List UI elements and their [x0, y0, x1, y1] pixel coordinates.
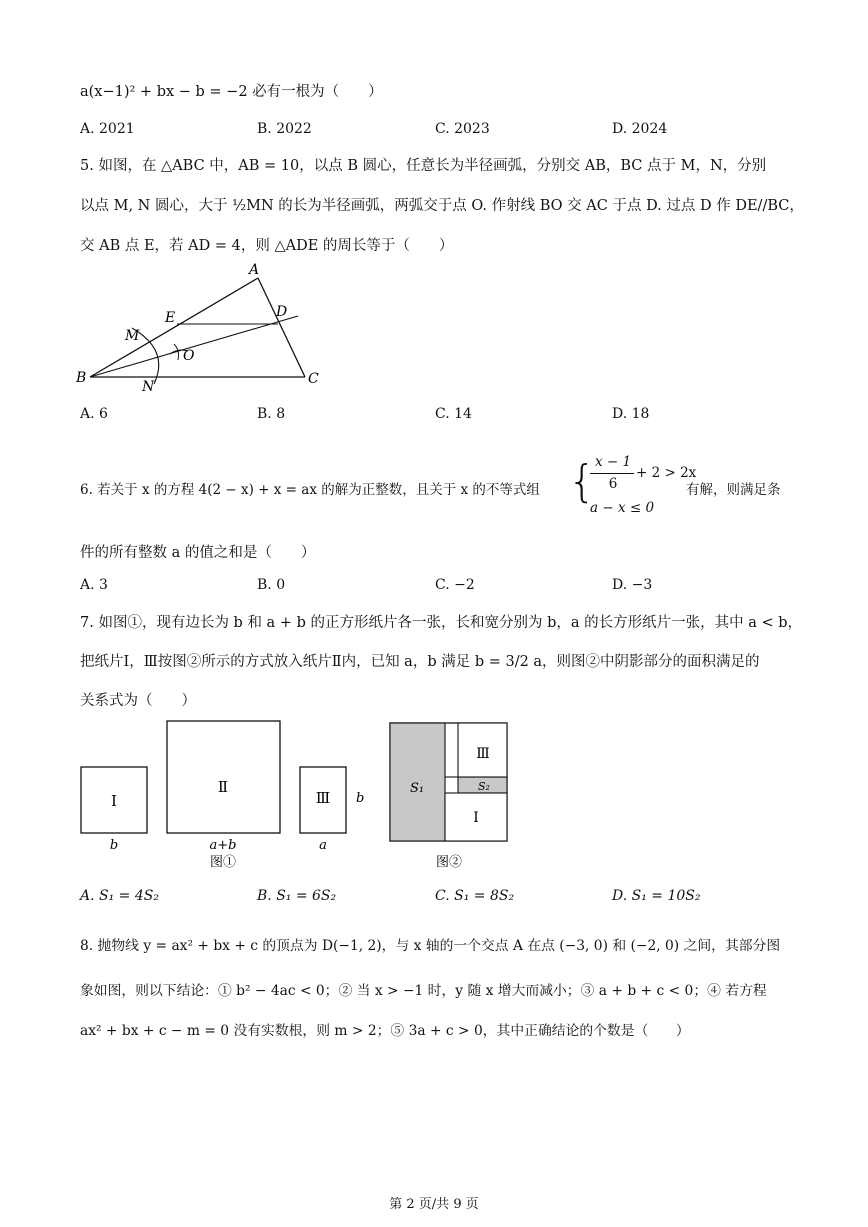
- figure-2-caption: 图②: [435, 855, 463, 870]
- q5-line-3: 交 AB 点 E，若 AD = 4，则 △ADE 的周长等于（ ）: [80, 238, 454, 254]
- q6-line-2: 件的所有整数 a 的值之和是（ ）: [80, 545, 316, 561]
- q6-line-1-post: 有解，则满足条: [686, 482, 781, 498]
- square-piece-2-label: Ⅱ: [217, 778, 229, 796]
- q7-option-c: C. S₁ = 8S₂: [435, 888, 515, 904]
- q7-option-d: D. S₁ = 10S₂: [612, 888, 701, 904]
- q6-ineq1-den: 6: [608, 476, 618, 492]
- q7-option-a: A. S₁ = 4S₂: [80, 888, 159, 904]
- label-o: O: [183, 348, 195, 364]
- q5-line-1: 5. 如图，在 △ABC 中，AB = 10，以点 B 圆心，任意长为半径画弧，分别交 AB，BC 点于 M，N，分别: [80, 158, 767, 174]
- square-piece-2: [167, 721, 280, 833]
- label-c: C: [308, 371, 319, 387]
- label-a: A: [249, 262, 260, 278]
- piece-1-label: Ⅰ: [473, 810, 479, 826]
- q6-option-b: B. 0: [257, 577, 286, 593]
- square-piece-1-side: b: [109, 838, 119, 853]
- q7-option-b: B. S₁ = 6S₂: [257, 888, 337, 904]
- q8-line-3: ax² + bx + c − m = 0 没有实数根，则 m > 2；⑤ 3a + c > 0，其中正确结论的个数是（ ）: [80, 1023, 690, 1039]
- rect-piece-3-label: Ⅲ: [315, 789, 331, 807]
- q8-line-2: 象如图，则以下结论：① b² − 4ac < 0；② 当 x > −1 时，y 随 x 增大而减小；③ a + b + c < 0；④ 若方程: [80, 983, 767, 999]
- label-m: M: [125, 328, 140, 344]
- rect-piece-3-width: a: [319, 838, 327, 853]
- q4-option-a: A. 2021: [80, 121, 135, 137]
- q7-line-2: 把纸片Ⅰ，Ⅲ按图②所示的方式放入纸片Ⅱ内，已知 a，b 满足 b = 3/2 a，则图②中阴影部分的面积满足的: [80, 654, 760, 670]
- q5-line-2: 以点 M, N 圆心，大于 ½MN 的长为半径画弧，两弧交于点 O. 作射线 BO 交 AC 于点 D. 过点 D 作 DE//BC，: [80, 198, 804, 214]
- label-n: N: [142, 379, 155, 395]
- q5-option-b: B. 8: [257, 406, 286, 422]
- q4-option-c: C. 2023: [435, 121, 490, 137]
- q5-option-d: D. 18: [612, 406, 650, 422]
- piece-3-label: Ⅲ: [476, 746, 490, 762]
- q5-triangle-figure: [70, 258, 340, 398]
- q7-line-1: 7. 如图①，现有边长为 b 和 a + b 的正方形纸片各一张，长和宽分别为 b，a 的长方形纸片一张，其中 a < b，: [80, 615, 803, 631]
- figure-1-caption: 图①: [209, 855, 237, 870]
- q6-fraction-bar: [590, 473, 634, 474]
- q7-line-3: 关系式为（ ）: [80, 693, 196, 709]
- q4-stem-tail: a(x−1)² + bx − b = −2 必有一根为（ ）: [80, 84, 383, 100]
- label-b: B: [76, 370, 87, 386]
- q7-figure-1: [76, 712, 376, 872]
- q6-option-d: D. −3: [612, 577, 653, 593]
- s1-label: S₁: [409, 781, 425, 796]
- q6-system-brace: {: [568, 456, 596, 507]
- q7-figure-2: [384, 716, 514, 874]
- q5-option-a: A. 6: [80, 406, 108, 422]
- q6-line-1-pre: 6. 若关于 x 的方程 4(2 − x) + x = ax 的解为正整数，且关于 x 的不等式组: [80, 482, 540, 498]
- q8-line-1: 8. 抛物线 y = ax² + bx + c 的顶点为 D(−1, 2)，与 x 轴的一个交点 A 在点 (−3, 0) 和 (−2, 0) 之间，其部分图: [80, 938, 781, 954]
- page-footer: 第 2 页/共 9 页: [389, 1197, 479, 1212]
- q6-ineq1-num: x − 1: [594, 454, 632, 470]
- q6-option-a: A. 3: [80, 577, 108, 593]
- q5-option-c: C. 14: [435, 406, 472, 422]
- q4-option-b: B. 2022: [257, 121, 312, 137]
- q6-option-c: C. −2: [435, 577, 475, 593]
- q4-option-d: D. 2024: [612, 121, 668, 137]
- q6-ineq1-rest: + 2 > 2x: [636, 465, 697, 481]
- square-piece-2-side: a+b: [209, 838, 237, 853]
- s2-label: S₂: [478, 780, 490, 793]
- label-d: D: [276, 304, 288, 320]
- rect-piece-3-side: b: [356, 791, 365, 806]
- label-e: E: [165, 310, 176, 326]
- q6-ineq2: a − x ≤ 0: [590, 500, 655, 516]
- square-piece-1-label: Ⅰ: [111, 792, 117, 810]
